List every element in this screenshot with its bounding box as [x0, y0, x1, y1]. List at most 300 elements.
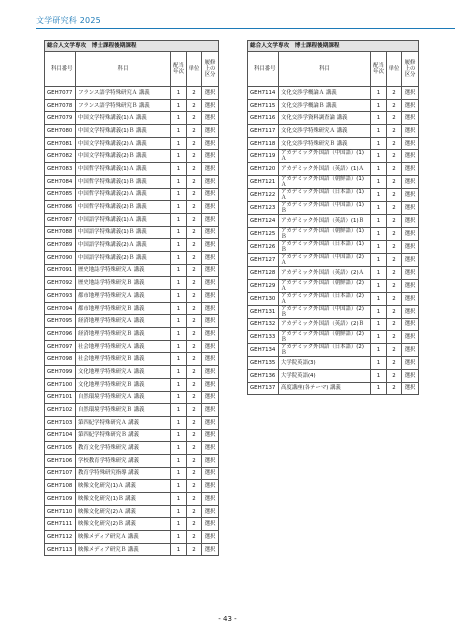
course-category: 選択: [402, 112, 419, 125]
course-credits: 2: [187, 112, 202, 125]
course-name: 歴史地誌学特殊研究Ｂ 講義: [76, 277, 171, 290]
course-year: 1: [371, 137, 387, 150]
course-name: 映像文化研究(1)Ａ 講義: [76, 480, 171, 493]
course-category: 選択: [202, 378, 219, 391]
course-name: アカデミック外国語（中国語）(2)Ａ: [279, 253, 371, 266]
course-credits: 2: [387, 112, 402, 125]
column-header-category: 履修上の区分: [402, 52, 419, 87]
course-code: GEH7078: [45, 99, 76, 112]
course-year: 1: [171, 125, 187, 138]
course-category: 選択: [402, 99, 419, 112]
course-credits: 2: [387, 305, 402, 318]
course-name: アカデミック外国語（朝鮮語）(2)Ｂ: [279, 331, 371, 344]
course-name: 大学院英語(3): [279, 357, 371, 370]
course-category: 選択: [402, 279, 419, 292]
course-code: GEH7096: [45, 328, 76, 341]
course-code: GEH7100: [45, 378, 76, 391]
course-code: GEH7113: [45, 543, 76, 556]
course-category: 選択: [202, 505, 219, 518]
header-rule: [36, 28, 455, 29]
course-category: 選択: [202, 125, 219, 138]
course-code: GEH7105: [45, 442, 76, 455]
course-code: GEH7123: [248, 202, 279, 215]
course-name: 文化交渉学特殊研究Ａ 講義: [279, 125, 371, 138]
course-credits: 2: [187, 531, 202, 544]
course-year: 1: [171, 213, 187, 226]
course-credits: 2: [387, 240, 402, 253]
course-year: 1: [171, 442, 187, 455]
course-year: 1: [371, 227, 387, 240]
course-credits: 2: [187, 442, 202, 455]
course-category: 選択: [202, 328, 219, 341]
course-category: 選択: [402, 331, 419, 344]
course-category: 選択: [202, 251, 219, 264]
course-credits: 2: [187, 87, 202, 100]
course-name: フランス語学特殊研究Ａ 講義: [76, 87, 171, 100]
course-credits: 2: [187, 429, 202, 442]
course-name: 中国哲学特殊講義(2)Ａ 講義: [76, 188, 171, 201]
course-year: 1: [171, 87, 187, 100]
course-category: 選択: [202, 163, 219, 176]
course-category: 選択: [402, 176, 419, 189]
course-category: 選択: [202, 112, 219, 125]
course-year: 1: [171, 518, 187, 531]
course-category: 選択: [202, 277, 219, 290]
course-category: 選択: [202, 467, 219, 480]
course-name: アカデミック外国語（英語）(2)Ａ: [279, 266, 371, 279]
course-category: 選択: [402, 369, 419, 382]
course-year: 1: [171, 531, 187, 544]
course-category: 選択: [202, 226, 219, 239]
column-header-credits: 単位: [387, 52, 402, 87]
table-row: [45, 416, 219, 429]
course-code: GEH7117: [248, 125, 279, 138]
course-year: 1: [371, 163, 387, 176]
column-header-category: 履修上の区分: [202, 52, 219, 87]
table-row: [45, 226, 219, 239]
course-category: 選択: [402, 357, 419, 370]
course-code: GEH7137: [248, 382, 279, 395]
course-year: 1: [171, 543, 187, 556]
course-code: GEH7115: [248, 99, 279, 112]
course-name: 中国語学特殊講義(2)Ｂ 講義: [76, 251, 171, 264]
course-credits: 2: [187, 150, 202, 163]
course-year: 1: [371, 253, 387, 266]
course-code: GEH7130: [248, 292, 279, 305]
course-year: 1: [171, 366, 187, 379]
course-name: 都市地理学特殊研究Ａ 講義: [76, 290, 171, 303]
course-credits: 2: [187, 505, 202, 518]
table-row: [248, 253, 419, 266]
course-name: アカデミック外国語（日本語）(1)Ａ: [279, 189, 371, 202]
course-code: GEH7131: [248, 305, 279, 318]
right-course-table: [247, 40, 419, 395]
table-row: [45, 328, 219, 341]
course-credits: 2: [187, 353, 202, 366]
course-code: GEH7122: [248, 189, 279, 202]
course-category: 選択: [202, 213, 219, 226]
table-row: [45, 188, 219, 201]
course-code: GEH7097: [45, 340, 76, 353]
page-header: 文学研究科 2025: [36, 16, 101, 25]
course-category: 選択: [202, 543, 219, 556]
course-category: 選択: [202, 87, 219, 100]
course-category: 選択: [202, 290, 219, 303]
course-year: 1: [171, 480, 187, 493]
course-credits: 2: [187, 201, 202, 214]
course-year: 1: [371, 99, 387, 112]
course-category: 選択: [402, 318, 419, 331]
course-category: 選択: [402, 202, 419, 215]
course-code: GEH7091: [45, 264, 76, 277]
course-code: GEH7128: [248, 266, 279, 279]
table-row: [248, 292, 419, 305]
course-name: アカデミック外国語（日本語）(2)Ｂ: [279, 344, 371, 357]
table-row: [45, 290, 219, 303]
course-name: 第四紀学特殊研究Ａ 講義: [76, 416, 171, 429]
course-year: 1: [171, 251, 187, 264]
course-credits: 2: [387, 357, 402, 370]
course-category: 選択: [202, 366, 219, 379]
table-row: [248, 99, 419, 112]
course-name: 大学院英語(4): [279, 369, 371, 382]
course-code: GEH7086: [45, 201, 76, 214]
course-category: 選択: [202, 480, 219, 493]
course-credits: 2: [387, 279, 402, 292]
column-header-code: 科目番号: [45, 52, 76, 87]
table-row: [248, 369, 419, 382]
course-code: GEH7083: [45, 163, 76, 176]
course-credits: 2: [387, 163, 402, 176]
course-name: 経済地理学特殊研究Ａ 講義: [76, 315, 171, 328]
course-code: GEH7129: [248, 279, 279, 292]
course-credits: 2: [187, 543, 202, 556]
course-code: GEH7127: [248, 253, 279, 266]
table-row: [248, 357, 419, 370]
course-category: 選択: [402, 163, 419, 176]
course-year: 1: [171, 201, 187, 214]
course-code: GEH7092: [45, 277, 76, 290]
course-name: アカデミック外国語（中国語）(1)Ａ: [279, 150, 371, 163]
table-row: [248, 344, 419, 357]
course-code: GEH7087: [45, 213, 76, 226]
table-row: [45, 239, 219, 252]
course-year: 1: [371, 331, 387, 344]
course-year: 1: [171, 137, 187, 150]
course-year: 1: [371, 292, 387, 305]
course-credits: 2: [187, 328, 202, 341]
course-code: GEH7079: [45, 112, 76, 125]
course-code: GEH7135: [248, 357, 279, 370]
course-category: 選択: [202, 315, 219, 328]
course-name: 学校教育学特殊研究 講義: [76, 454, 171, 467]
table-row: [248, 266, 419, 279]
table-row: [45, 137, 219, 150]
course-code: GEH7124: [248, 215, 279, 228]
table-row: [45, 213, 219, 226]
table-row: [45, 442, 219, 455]
table-row: [45, 454, 219, 467]
course-name: 映像メディア研究Ｂ 講義: [76, 543, 171, 556]
table-row: [248, 137, 419, 150]
table-row: [45, 112, 219, 125]
course-year: 1: [171, 315, 187, 328]
course-category: 選択: [402, 292, 419, 305]
course-credits: 2: [187, 454, 202, 467]
course-year: 1: [171, 277, 187, 290]
course-code: GEH7107: [45, 467, 76, 480]
course-year: 1: [371, 318, 387, 331]
course-year: 1: [171, 163, 187, 176]
course-name: アカデミック外国語（英語）(1)Ａ: [279, 163, 371, 176]
course-name: アカデミック外国語（朝鮮語）(1)Ｂ: [279, 227, 371, 240]
table-row: [45, 315, 219, 328]
course-name: 文化交渉学概論Ｂ 講義: [279, 99, 371, 112]
course-category: 選択: [402, 382, 419, 395]
table-row: [45, 480, 219, 493]
course-category: 選択: [202, 391, 219, 404]
table-row: [45, 467, 219, 480]
course-credits: 2: [187, 467, 202, 480]
course-code: GEH7089: [45, 239, 76, 252]
course-code: GEH7132: [248, 318, 279, 331]
course-name: 文化交渉学概論Ａ 講義: [279, 87, 371, 100]
course-credits: 2: [187, 378, 202, 391]
course-name: アカデミック外国語（中国語）(1)Ｂ: [279, 202, 371, 215]
table-row: [45, 201, 219, 214]
course-name: 中国文学特殊講義(1)Ａ 講義: [76, 112, 171, 125]
table-row: [248, 176, 419, 189]
course-code: GEH7081: [45, 137, 76, 150]
table-row: [45, 340, 219, 353]
table-title: 総合人文学専攻 博士課程後期課程: [248, 41, 419, 52]
course-category: 選択: [202, 416, 219, 429]
table-row: [45, 150, 219, 163]
course-credits: 2: [387, 125, 402, 138]
course-code: GEH7111: [45, 518, 76, 531]
course-credits: 2: [387, 202, 402, 215]
course-year: 1: [171, 150, 187, 163]
course-code: GEH7125: [248, 227, 279, 240]
course-code: GEH7133: [248, 331, 279, 344]
course-year: 1: [171, 290, 187, 303]
course-credits: 2: [387, 318, 402, 331]
course-name: 社会地理学特殊研究Ａ 講義: [76, 340, 171, 353]
course-code: GEH7136: [248, 369, 279, 382]
table-row: [248, 189, 419, 202]
course-category: 選択: [202, 239, 219, 252]
course-code: GEH7084: [45, 175, 76, 188]
table-row: [45, 125, 219, 138]
course-year: 1: [171, 302, 187, 315]
course-name: 教育学特殊研究指導 講義: [76, 467, 171, 480]
table-row: [248, 163, 419, 176]
course-code: GEH7106: [45, 454, 76, 467]
table-title: 総合人文学専攻 博士課程後期課程: [45, 41, 219, 52]
table-row: [45, 353, 219, 366]
course-year: 1: [371, 240, 387, 253]
course-credits: 2: [187, 264, 202, 277]
course-code: GEH7082: [45, 150, 76, 163]
course-credits: 2: [187, 213, 202, 226]
course-credits: 2: [387, 253, 402, 266]
course-credits: 2: [187, 239, 202, 252]
table-row: [248, 112, 419, 125]
course-category: 選択: [202, 150, 219, 163]
course-year: 1: [371, 202, 387, 215]
course-year: 1: [171, 378, 187, 391]
course-name: 高度講座(各テーマ) 講義: [279, 382, 371, 395]
course-year: 1: [371, 305, 387, 318]
table-row: [45, 378, 219, 391]
course-credits: 2: [187, 290, 202, 303]
course-credits: 2: [187, 493, 202, 506]
course-name: 社会地理学特殊研究Ｂ 講義: [76, 353, 171, 366]
course-year: 1: [171, 505, 187, 518]
course-name: 映像文化研究(2)Ｂ 講義: [76, 518, 171, 531]
table-row: [248, 331, 419, 344]
table-row: [45, 404, 219, 417]
course-code: GEH7095: [45, 315, 76, 328]
course-credits: 2: [187, 518, 202, 531]
course-year: 1: [171, 340, 187, 353]
course-year: 1: [171, 226, 187, 239]
course-code: GEH7109: [45, 493, 76, 506]
course-code: GEH7110: [45, 505, 76, 518]
course-category: 選択: [202, 137, 219, 150]
table-row: [45, 543, 219, 556]
course-credits: 2: [187, 251, 202, 264]
course-name: 中国語学特殊講義(1)Ａ 講義: [76, 213, 171, 226]
course-year: 1: [171, 353, 187, 366]
course-credits: 2: [387, 331, 402, 344]
course-code: GEH7119: [248, 150, 279, 163]
table-row: [45, 518, 219, 531]
course-credits: 2: [387, 176, 402, 189]
course-code: GEH7094: [45, 302, 76, 315]
course-name: アカデミック外国語（英語）(1)Ｂ: [279, 215, 371, 228]
course-code: GEH7134: [248, 344, 279, 357]
course-name: 中国文学特殊講義(2)Ａ 講義: [76, 137, 171, 150]
course-code: GEH7102: [45, 404, 76, 417]
course-name: フランス語学特殊研究Ｂ 講義: [76, 99, 171, 112]
course-credits: 2: [187, 404, 202, 417]
course-category: 選択: [402, 266, 419, 279]
course-category: 選択: [202, 188, 219, 201]
course-category: 選択: [202, 454, 219, 467]
course-category: 選択: [402, 344, 419, 357]
course-credits: 2: [187, 366, 202, 379]
course-category: 選択: [402, 227, 419, 240]
column-header-subject: 科目: [76, 52, 171, 87]
course-year: 1: [171, 328, 187, 341]
course-code: GEH7118: [248, 137, 279, 150]
course-name: アカデミック外国語（日本語）(2)Ａ: [279, 292, 371, 305]
course-code: GEH7116: [248, 112, 279, 125]
course-name: 文化交渉学特殊研究Ｂ 講義: [279, 137, 371, 150]
course-code: GEH7126: [248, 240, 279, 253]
course-name: 第四紀学特殊研究Ｂ 講義: [76, 429, 171, 442]
course-category: 選択: [402, 137, 419, 150]
course-name: アカデミック外国語（朝鮮語）(1)Ａ: [279, 176, 371, 189]
table-row: [45, 505, 219, 518]
course-code: GEH7088: [45, 226, 76, 239]
table-row: [45, 87, 219, 100]
course-credits: 2: [387, 344, 402, 357]
course-year: 1: [371, 189, 387, 202]
course-credits: 2: [187, 163, 202, 176]
course-code: GEH7099: [45, 366, 76, 379]
table-row: [45, 531, 219, 544]
table-row: [45, 264, 219, 277]
course-category: 選択: [202, 340, 219, 353]
course-code: GEH7098: [45, 353, 76, 366]
table-row: [45, 391, 219, 404]
course-year: 1: [171, 454, 187, 467]
column-header-credits: 単位: [187, 52, 202, 87]
table-row: [248, 87, 419, 100]
course-year: 1: [371, 357, 387, 370]
course-category: 選択: [202, 302, 219, 315]
course-year: 1: [171, 416, 187, 429]
course-credits: 2: [187, 99, 202, 112]
course-name: 都市地理学特殊研究Ｂ 講義: [76, 302, 171, 315]
course-credits: 2: [387, 227, 402, 240]
course-code: GEH7120: [248, 163, 279, 176]
table-row: [45, 99, 219, 112]
course-year: 1: [371, 112, 387, 125]
course-category: 選択: [402, 189, 419, 202]
course-year: 1: [171, 188, 187, 201]
course-category: 選択: [402, 215, 419, 228]
course-credits: 2: [187, 416, 202, 429]
column-header-code: 科目番号: [248, 52, 279, 87]
course-category: 選択: [202, 404, 219, 417]
course-code: GEH7077: [45, 87, 76, 100]
course-code: GEH7114: [248, 87, 279, 100]
course-name: 映像文化研究(2)Ａ 講義: [76, 505, 171, 518]
course-code: GEH7108: [45, 480, 76, 493]
course-category: 選択: [202, 99, 219, 112]
course-name: 歴史地誌学特殊研究Ａ 講義: [76, 264, 171, 277]
table-row: [45, 429, 219, 442]
table-row: [45, 251, 219, 264]
course-name: 文化地理学特殊研究Ｂ 講義: [76, 378, 171, 391]
course-year: 1: [171, 467, 187, 480]
course-year: 1: [171, 175, 187, 188]
page-number: - 43 -: [218, 615, 237, 623]
course-category: 選択: [402, 150, 419, 163]
course-category: 選択: [202, 442, 219, 455]
table-row: [45, 366, 219, 379]
course-credits: 2: [187, 175, 202, 188]
course-name: 中国文学特殊講義(2)Ｂ 講義: [76, 150, 171, 163]
course-name: 映像メディア研究Ａ 講義: [76, 531, 171, 544]
course-year: 1: [171, 239, 187, 252]
course-credits: 2: [387, 369, 402, 382]
course-year: 1: [371, 176, 387, 189]
column-header-subject: 科目: [279, 52, 371, 87]
course-code: GEH7121: [248, 176, 279, 189]
course-credits: 2: [387, 189, 402, 202]
course-name: 映像文化研究(1)Ｂ 講義: [76, 493, 171, 506]
course-code: GEH7085: [45, 188, 76, 201]
course-name: アカデミック外国語（中国語）(2)Ｂ: [279, 305, 371, 318]
course-code: GEH7104: [45, 429, 76, 442]
course-code: GEH7090: [45, 251, 76, 264]
table-row: [248, 202, 419, 215]
course-year: 1: [171, 264, 187, 277]
